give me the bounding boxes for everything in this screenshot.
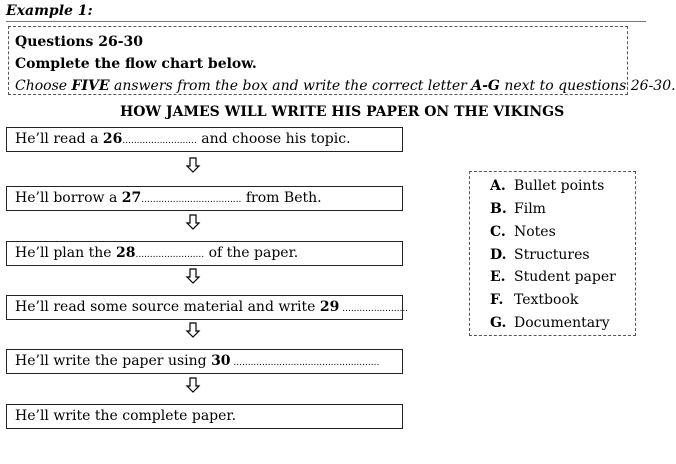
- option-letter: G.: [490, 315, 507, 331]
- step-text: He’ll read a: [15, 131, 103, 147]
- flow-step-final: [6, 404, 403, 429]
- step-text: of the paper.: [204, 245, 299, 261]
- option-letter: E.: [490, 269, 506, 285]
- instructions-box: [8, 26, 676, 95]
- answer-option-f: [490, 292, 578, 308]
- answer-option-d: [490, 247, 590, 263]
- answer-blank: ..........................: [122, 136, 197, 146]
- option-text: Textbook: [514, 292, 579, 308]
- flow-step-28: [6, 241, 403, 266]
- question-number: 27: [121, 190, 142, 206]
- step-text: He’ll borrow a: [15, 190, 122, 206]
- step-text: He’ll write the paper using: [15, 353, 212, 369]
- top-divider: [6, 21, 646, 22]
- answer-option-g: [490, 315, 610, 331]
- down-arrow-icon: [186, 377, 200, 393]
- example-title: Example 1:: [6, 3, 93, 19]
- answer-options-box: [469, 171, 636, 336]
- question-number: 30: [211, 353, 231, 369]
- flow-step-27: [6, 186, 403, 211]
- answer-blank: .......................: [339, 304, 409, 314]
- choose-text-2: answers from the box and write the correct letter: [109, 78, 472, 94]
- flow-step-29: [6, 295, 409, 320]
- option-letter: B.: [490, 201, 507, 217]
- answer-option-a: [490, 178, 604, 194]
- down-arrow-icon: [186, 157, 200, 173]
- choose-text-1: Choose: [15, 78, 72, 94]
- option-letter: D.: [490, 247, 507, 263]
- option-text: Structures: [514, 247, 590, 263]
- flow-chart-title: HOW JAMES WILL WRITE HIS PAPER ON THE VIKINGS: [120, 104, 565, 120]
- down-arrow-icon: [186, 322, 200, 338]
- answer-option-b: [490, 201, 546, 217]
- option-letter: C.: [490, 224, 506, 240]
- option-text: Documentary: [514, 315, 610, 331]
- flow-step-26: [6, 127, 403, 152]
- choose-text-3: next to questions 26-30.: [499, 78, 676, 94]
- question-number: 29: [319, 299, 340, 315]
- answer-option-e: [490, 269, 616, 285]
- flow-step-30: [6, 349, 403, 374]
- option-text: Student paper: [514, 269, 616, 285]
- choose-five: FIVE: [71, 78, 110, 94]
- question-number: 28: [115, 245, 136, 261]
- choose-line: [15, 75, 676, 97]
- answer-blank: ...................................: [141, 195, 242, 205]
- option-text: Notes: [514, 224, 556, 240]
- step-text: He’ll read some source material and write: [15, 299, 320, 315]
- answer-option-c: [490, 224, 556, 240]
- task-line: Complete the flow chart below.: [15, 56, 257, 72]
- option-text: Film: [514, 201, 546, 217]
- option-letter: F.: [490, 292, 504, 308]
- down-arrow-icon: [186, 214, 200, 230]
- down-arrow-icon: [186, 268, 200, 284]
- questions-heading: Questions 26-30: [15, 34, 143, 50]
- question-number: 26: [102, 131, 123, 147]
- choose-letters: A-G: [471, 78, 500, 94]
- answer-blank: ...................................................: [230, 358, 380, 368]
- option-letter: A.: [490, 178, 506, 194]
- step-text: He’ll write the complete paper.: [15, 408, 237, 424]
- step-text: from Beth.: [241, 190, 322, 206]
- answer-blank: ........................: [135, 250, 205, 260]
- step-text: and choose his topic.: [196, 131, 351, 147]
- option-text: Bullet points: [514, 178, 605, 194]
- step-text: He’ll plan the: [15, 245, 116, 261]
